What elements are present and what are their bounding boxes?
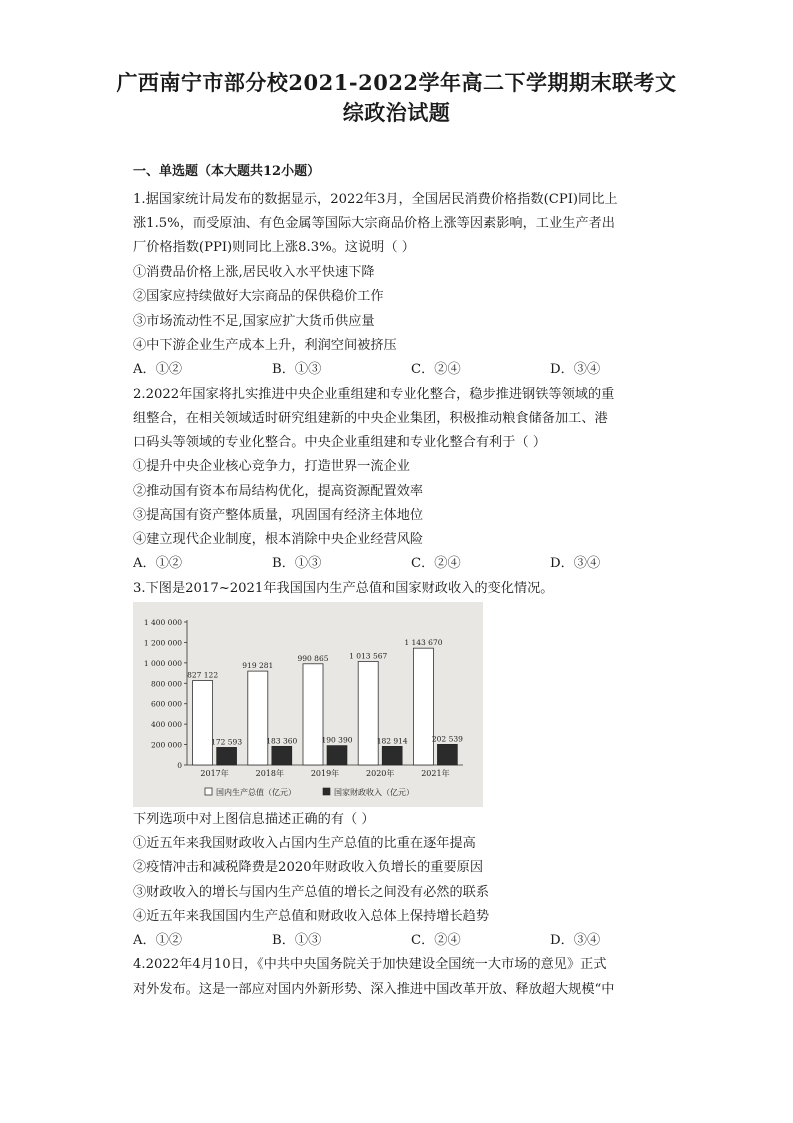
q1-choice-3: ③市场流动性不足,国家应扩大货币供应量 <box>133 314 375 329</box>
q1-option-a[interactable]: A．①② <box>133 362 183 377</box>
y-tick-label: 200 000 <box>150 740 182 750</box>
section-heading: 一、单选题（本大题共12小题） <box>133 164 321 179</box>
data-label-gdp: 1 013 567 <box>349 651 388 661</box>
q3-option-d[interactable]: D．③④ <box>550 933 601 948</box>
bar-revenue <box>217 747 237 765</box>
data-label-gdp: 990 865 <box>297 653 329 663</box>
x-tick-label: 2020年 <box>366 769 395 778</box>
q1-option-b[interactable]: B．①③ <box>272 362 322 377</box>
bar-revenue <box>382 746 402 765</box>
y-tick-label: 1 400 000 <box>143 618 182 627</box>
q3-choice-4: ④近五年来我国国内生产总值和财政收入总体上保持增长趋势 <box>133 909 490 924</box>
data-label-gdp: 919 281 <box>242 661 274 671</box>
bar-revenue <box>327 746 347 765</box>
bar-revenue <box>437 744 457 765</box>
bar-chart <box>133 602 483 807</box>
q3-options <box>133 932 693 950</box>
legend-swatch-gdp <box>205 788 212 795</box>
x-tick-label: 2021年 <box>421 769 450 778</box>
q2-choice-3: ③提高国有资产整体质量，巩固国有经济主体地位 <box>133 508 424 523</box>
legend-swatch-revenue <box>323 788 330 795</box>
q1-option-c[interactable]: C．②④ <box>411 362 461 377</box>
q1-option-d[interactable]: D．③④ <box>550 362 601 377</box>
bar-gdp <box>303 664 323 765</box>
paper-title <box>100 68 693 128</box>
y-tick-label: 400 000 <box>150 720 182 730</box>
data-label-revenue: 202 539 <box>431 734 463 744</box>
q1-choice-1: ①消费品价格上涨,居民收入水平快速下降 <box>133 265 375 280</box>
x-tick-label: 2017年 <box>200 769 229 778</box>
q2-choice-4: ④建立现代企业制度，根本消除中央企业经营风险 <box>133 532 424 547</box>
bar-gdp <box>413 648 433 765</box>
data-label-revenue: 190 390 <box>321 735 353 745</box>
q3-intro: 3.下图是2017~2021年我国国内生产总值和国家财政收入的变化情况。 <box>133 581 554 596</box>
bar-gdp <box>358 661 378 765</box>
legend-label-gdp: 国内生产总值（亿元） <box>216 788 296 797</box>
q2-option-a[interactable]: A．①② <box>133 556 183 571</box>
bar-gdp <box>248 671 268 765</box>
q3-option-c[interactable]: C．②④ <box>411 933 461 948</box>
q3-choice-1: ①近五年来我国财政收入占国内生产总值的比重在逐年提高 <box>133 836 476 851</box>
q3-option-b[interactable]: B．①③ <box>272 933 322 948</box>
q2-option-b[interactable]: B．①③ <box>272 556 322 571</box>
x-tick-label: 2018年 <box>255 769 284 778</box>
q1-line: 1.据国家统计局发布的数据显示，2022年3月，全国居民消费价格指数(CPI)同比上 <box>133 192 618 207</box>
q1-line: 涨1.5%，而受原油、有色金属等国际大宗商品价格上涨等因素影响，工业生产者出 <box>133 216 615 231</box>
q2-line: 口码头等领域的专业化整合。中央企业重组建和专业化整合有利于（ ） <box>133 435 547 450</box>
q4-line: 对外发布。这是一部应对国内外新形势、深入推进中国改革开放、释放超大规模“中 <box>133 982 615 997</box>
paper-title-line-2: 综政治试题 <box>342 100 451 125</box>
q2-options <box>133 555 693 573</box>
q1-options <box>133 361 693 379</box>
q2-line: 组整合，在相关领域适时研究组建新的中央企业集团，积极推动粮食储备加工、港 <box>133 411 608 426</box>
q1-line: 厂价格指数(PPI)则同比上涨8.3%。这说明（ ） <box>133 240 415 255</box>
chart-figure <box>133 602 483 807</box>
q2-line: 2.2022年国家将扎实推进中央企业重组建和专业化整合，稳步推进钢铁等领域的重 <box>133 387 615 402</box>
bar-revenue <box>272 746 292 765</box>
q2-option-c[interactable]: C．②④ <box>411 556 461 571</box>
q1-choice-4: ④中下游企业生产成本上升，利润空间被挤压 <box>133 338 397 353</box>
bar-gdp <box>193 681 213 765</box>
q3-choice-3: ③财政收入的增长与国内生产总值的增长之间没有必然的联系 <box>133 885 490 900</box>
y-tick-label: 600 000 <box>150 699 182 709</box>
y-tick-label: 1 200 000 <box>143 638 182 648</box>
y-tick-label: 0 <box>177 761 182 770</box>
q3-choice-2: ②疫情冲击和减税降费是2020年财政收入负增长的重要原因 <box>133 860 484 875</box>
q1-choice-2: ②国家应持续做好大宗商品的保供稳价工作 <box>133 289 384 304</box>
legend-label-revenue: 国家财政收入（亿元） <box>334 788 414 797</box>
data-label-revenue: 182 914 <box>376 736 408 746</box>
q3-question: 下列选项中对上图信息描述正确的有（ ） <box>133 812 375 827</box>
q3-option-a[interactable]: A．①② <box>133 933 183 948</box>
q4-line: 4.2022年4月10日，《中共中央国务院关于加快建设全国统一大市场的意见》正式 <box>133 957 607 972</box>
x-tick-label: 2019年 <box>310 769 340 778</box>
data-label-gdp: 1 143 670 <box>404 638 443 648</box>
y-tick-label: 800 000 <box>150 679 182 689</box>
q2-choice-2: ②推动国有资本布局结构优化，提高资源配置效率 <box>133 484 424 499</box>
q2-option-d[interactable]: D．③④ <box>550 556 601 571</box>
y-tick-label: 1 000 000 <box>143 658 182 668</box>
data-label-revenue: 172 593 <box>211 737 243 747</box>
paper-title-line-1: 广西南宁市部分校2021-2022学年高二下学期期末联考文 <box>116 70 677 95</box>
data-label-gdp: 827 122 <box>187 670 219 680</box>
q2-choice-1: ①提升中央企业核心竞争力，打造世界一流企业 <box>133 459 410 474</box>
data-label-revenue: 183 360 <box>266 736 298 746</box>
